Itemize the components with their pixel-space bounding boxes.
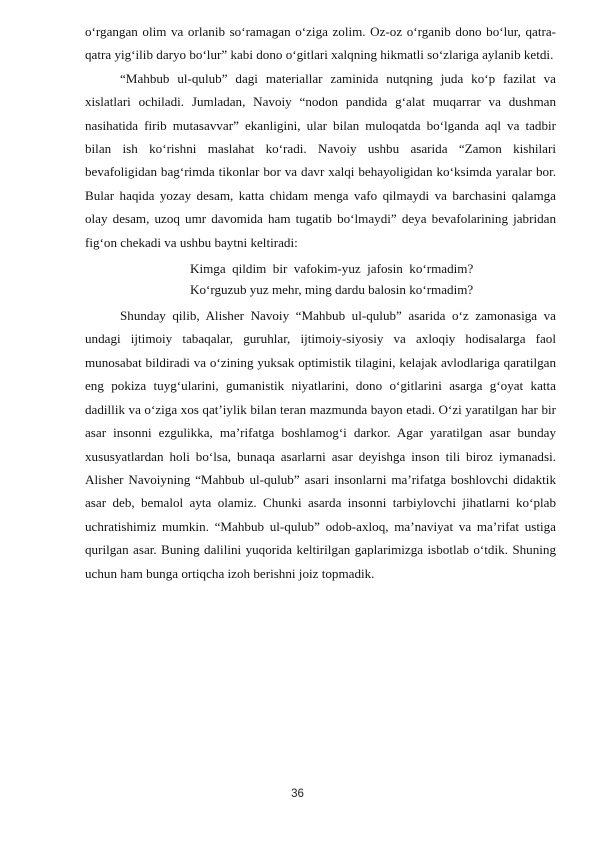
paragraph-continuation: o‘rgangan olim va orlanib so‘ramagan o‘ziga zolim. Oz-oz o‘rganib dono bo‘lur, qatra-qatra yig‘ilib daryo bo‘lur” kabi dono o‘gitlari xalqning hikmatli so‘zlariga aylanib ketdi. xyxy=(85,24,556,63)
verse-line-2: Ko‘rguzub yuz mehr, ming dardu balosin ko‘rmadim? xyxy=(190,281,474,297)
document-body xyxy=(85,20,556,585)
verse-line-1: Kimga qildim bir vafokim-yuz jafosin ko‘rmadim? xyxy=(190,261,474,277)
verse-block xyxy=(190,259,556,300)
paragraph-mahbub-materials: “Mahbub ul-qulub” dagi materiallar zaminida nutqning juda ko‘p fazilat va xislatlari ochiladi. Jumladan, Navoiy “nodon pandida g‘alat muqarrar va dushman nasihatida firib mutasavvar” ekanligini, ular bilan muloqatda bo‘lganda aql va tadbir bilan ish ko‘rishni maslahat ko‘radi. Navoiy ushbu asarida “Zamon kishilari bevafoligidan bag‘rimda tikonlar bor va davr xalqi behayoligidan ko‘ksimda yaralar bor. Bular haqida yozay desam, katta chidam menga vafo qilmaydi va barchasini qalamga olay desam, uzoq umr davomida ham tugatib bo‘lmaydi” deya bevafolarining jabridan fig‘on chekadi va ushbu baytni keltiradi: xyxy=(85,70,556,250)
paragraph-conclusion: Shunday qilib, Alisher Navoiy “Mahbub ul-qulub” asarida o‘z zamonasiga va undagi ijtimoiy tabaqalar, guruhlar, ijtimoiy-siyosiy va axloqiy hodisalarga faol munosabat bildiradi va o‘zining yuksak optimistik tilagini, kelajak avlodlariga qaratilgan eng pokiza tuyg‘ularini, gumanistik niyatlarini, dono o‘gitlarini asarga g‘oyat katta dadillik va o‘ziga xos qat’iylik bilan teran mazmunda bayon etadi. O‘zi yaratilgan har bir asar insonni ezgulikka, ma’rifatga boshlamog‘i darkor. Agar yaratilgan asar bunday xususyatlardan holi bo‘lsa, bunaqa asarlarni asar deyishga inson tili biroz iymanadsi. Alisher Navoiyning “Mahbub ul-qulub” asari insonlarni ma’rifatga boshlovchi didaktik asar deb, bemalol ayta olamiz. Chunki asarda insonni tarbiylovchi jihatlarni ko‘plab uchratishimiz mumkin. “Mahbub ul-qulub” odob-axloq, ma’naviyat va ma’rifat ustiga qurilgan asar. Buning dalilini yuqorida keltirilgan gaplarimizga isbotlab o‘tdik. Shuning uchun ham bunga ortiqcha izoh berishni joiz topmadik. xyxy=(85,308,556,581)
page-number: 36 xyxy=(291,788,304,800)
